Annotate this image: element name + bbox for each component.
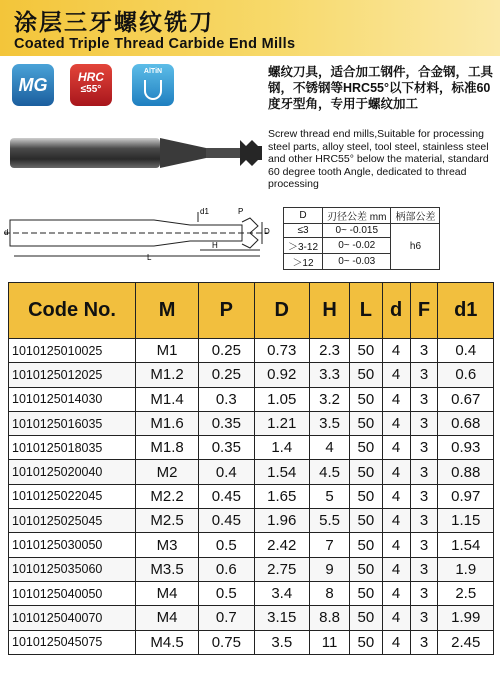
table-row [9,436,494,460]
table-cell: 3 [410,606,438,630]
mg-badge-icon: MG [12,64,54,106]
table-row [9,339,494,363]
L-dimension-label: L [147,253,152,262]
table-cell: 1010125035060 [9,557,136,581]
tolerance-header: D [284,208,323,224]
header-f: F [410,283,438,339]
table-cell: 1010125025045 [9,509,136,533]
table-cell: 50 [350,411,382,435]
table-row [9,630,494,654]
tolerance-cell: 0~ -0.02 [323,238,391,254]
tolerance-header: 刃径公差 mm [323,208,391,224]
table-cell: 4.5 [310,460,350,484]
table-row [9,460,494,484]
table-cell: 3 [410,630,438,654]
table-cell: 11 [310,630,350,654]
table-cell: 0.6 [438,363,494,387]
table-cell: M4 [136,581,199,605]
table-cell: 7 [310,533,350,557]
table-cell: M3.5 [136,557,199,581]
table-cell: 50 [350,509,382,533]
header-m: M [136,283,199,339]
table-cell: 3 [410,411,438,435]
table-cell: 0.45 [199,509,254,533]
table-cell: 0.73 [254,339,309,363]
table-row [9,581,494,605]
table-cell: 8 [310,581,350,605]
tool-drawing [4,204,276,262]
table-cell: 1010125030050 [9,533,136,557]
table-cell: 4 [382,363,410,387]
table-cell: 1010125040070 [9,606,136,630]
table-cell: 4 [382,387,410,411]
H-dimension-label: H [212,241,218,250]
table-cell: 3 [410,339,438,363]
table-cell: 1010125045075 [9,630,136,654]
table-cell: 0.3 [199,387,254,411]
table-cell: 3 [410,460,438,484]
table-cell: 1.65 [254,484,309,508]
table-cell: 0.45 [199,484,254,508]
table-cell: 3 [410,387,438,411]
table-cell: 50 [350,533,382,557]
altin-label: AlTiN [143,68,163,75]
table-cell: 0.88 [438,460,494,484]
specification-table [8,282,494,655]
header-p: P [199,283,254,339]
table-cell: 3 [410,557,438,581]
table-cell: 4 [382,436,410,460]
tolerance-cell: 0~ -0.015 [323,224,391,238]
table-cell: 4 [382,606,410,630]
tolerance-cell: ＞3-12 [284,238,323,254]
P-dimension-label: P [238,207,244,216]
table-cell: 0.68 [438,411,494,435]
table-cell: 0.4 [199,460,254,484]
table-cell: 0.97 [438,484,494,508]
table-cell: 2.42 [254,533,309,557]
header-l: L [350,283,382,339]
table-cell: 1.99 [438,606,494,630]
table-row [9,363,494,387]
header-code-no: Code No. [9,283,136,339]
table-cell: 3.5 [254,630,309,654]
table-cell: M2 [136,460,199,484]
header-banner [0,0,500,56]
header-d1: d1 [438,283,494,339]
table-cell: 50 [350,557,382,581]
table-cell: 4 [382,484,410,508]
table-cell: M4 [136,606,199,630]
table-row [9,509,494,533]
table-row [9,411,494,435]
table-cell: 50 [350,339,382,363]
table-cell: 3.3 [310,363,350,387]
table-cell: 5.5 [310,509,350,533]
table-cell: 4 [382,411,410,435]
table-cell: 2.3 [310,339,350,363]
table-row [9,484,494,508]
table-cell: 4 [382,557,410,581]
table-cell: 1010125010025 [9,339,136,363]
table-cell: 0.92 [254,363,309,387]
title-chinese: 涂层三牙螺纹铣刀 [14,9,214,35]
D-dimension-label: D [264,227,270,236]
table-cell: M4.5 [136,630,199,654]
table-cell: 3 [410,436,438,460]
tool-photo-image [6,126,268,186]
description-chinese: 螺纹刀具，适合加工钢件，合金钢，工具钢，不锈钢等HRC55°以下材料，标准60度牙型角，专用于螺纹加工 [268,65,494,111]
hrc-label: HRC [78,70,104,84]
tolerance-header-row [284,208,440,224]
spec-body [9,339,494,655]
table-cell: 1.4 [254,436,309,460]
table-cell: 1.54 [254,460,309,484]
table-cell: 3 [410,363,438,387]
table-cell: 0.35 [199,436,254,460]
table-cell: 4 [382,581,410,605]
table-cell: 3 [410,581,438,605]
table-cell: 8.8 [310,606,350,630]
description-english: Screw thread end mills,Suitable for processing steel parts, alloy steel, tool steel, stainless steel and other HRC55° below the material, standard 60 degree tooth Angle, dedicated to thread processing [268,128,489,191]
tolerance-cell: ＞12 [284,254,323,270]
table-cell: 1.21 [254,411,309,435]
table-cell: 0.75 [199,630,254,654]
table-cell: 4 [310,436,350,460]
table-cell: 1010125016035 [9,411,136,435]
table-cell: M1.2 [136,363,199,387]
table-cell: 0.5 [199,581,254,605]
table-cell: 0.7 [199,606,254,630]
table-cell: 4 [382,630,410,654]
header-d-upper: D [254,283,309,339]
table-cell: 50 [350,630,382,654]
tolerance-cell: ≤3 [284,224,323,238]
hrc-value: ≤55° [80,84,102,95]
d-dimension-label: d [4,228,9,237]
table-cell: 3.5 [310,411,350,435]
table-cell: 50 [350,460,382,484]
table-row [9,606,494,630]
header-d: d [382,283,410,339]
table-cell: 1010125020040 [9,460,136,484]
table-cell: 3 [410,509,438,533]
table-cell: M1.8 [136,436,199,460]
header-h: H [310,283,350,339]
table-cell: 9 [310,557,350,581]
table-cell: M1 [136,339,199,363]
table-cell: M1.4 [136,387,199,411]
d1-dimension-label: d1 [200,207,209,216]
altin-coating-icon [132,64,174,106]
table-cell: 1010125012025 [9,363,136,387]
table-row [9,387,494,411]
table-cell: 50 [350,363,382,387]
table-cell: 4 [382,339,410,363]
table-cell: 50 [350,484,382,508]
table-cell: M2.5 [136,509,199,533]
table-cell: 0.35 [199,411,254,435]
table-cell: 50 [350,436,382,460]
table-row [9,533,494,557]
table-cell: M1.6 [136,411,199,435]
table-cell: 1.05 [254,387,309,411]
table-cell: 3.4 [254,581,309,605]
table-cell: 1010125040050 [9,581,136,605]
table-cell: 50 [350,387,382,411]
table-cell: 0.4 [438,339,494,363]
table-cell: 0.67 [438,387,494,411]
coating-layer-icon [144,80,162,100]
table-cell: 3.15 [254,606,309,630]
table-cell: 1.15 [438,509,494,533]
table-cell: 0.25 [199,339,254,363]
table-cell: 50 [350,606,382,630]
tolerance-table [283,207,440,270]
table-cell: 5 [310,484,350,508]
table-cell: 0.93 [438,436,494,460]
title-english: Coated Triple Thread Carbide End Mills [14,36,296,52]
table-cell: 3.2 [310,387,350,411]
spec-header-row [9,283,494,339]
table-cell: M2.2 [136,484,199,508]
table-cell: 4 [382,460,410,484]
table-row [9,557,494,581]
table-cell: 2.5 [438,581,494,605]
tolerance-header: 柄部公差 [391,208,440,224]
table-cell: 1.9 [438,557,494,581]
table-cell: 3 [410,533,438,557]
table-cell: 0.25 [199,363,254,387]
table-cell: 50 [350,581,382,605]
table-cell: 1.54 [438,533,494,557]
tolerance-row [284,224,440,238]
tolerance-cell: 0~ -0.03 [323,254,391,270]
table-cell: 1010125018035 [9,436,136,460]
table-cell: 2.75 [254,557,309,581]
table-cell: 4 [382,533,410,557]
shank-tolerance-cell: h6 [391,224,440,270]
table-cell: M3 [136,533,199,557]
table-cell: 4 [382,509,410,533]
hrc-badge-icon [70,64,112,106]
table-cell: 0.6 [199,557,254,581]
table-cell: 2.45 [438,630,494,654]
table-cell: 1.96 [254,509,309,533]
table-cell: 0.5 [199,533,254,557]
table-cell: 1010125014030 [9,387,136,411]
table-cell: 1010125022045 [9,484,136,508]
table-cell: 3 [410,484,438,508]
